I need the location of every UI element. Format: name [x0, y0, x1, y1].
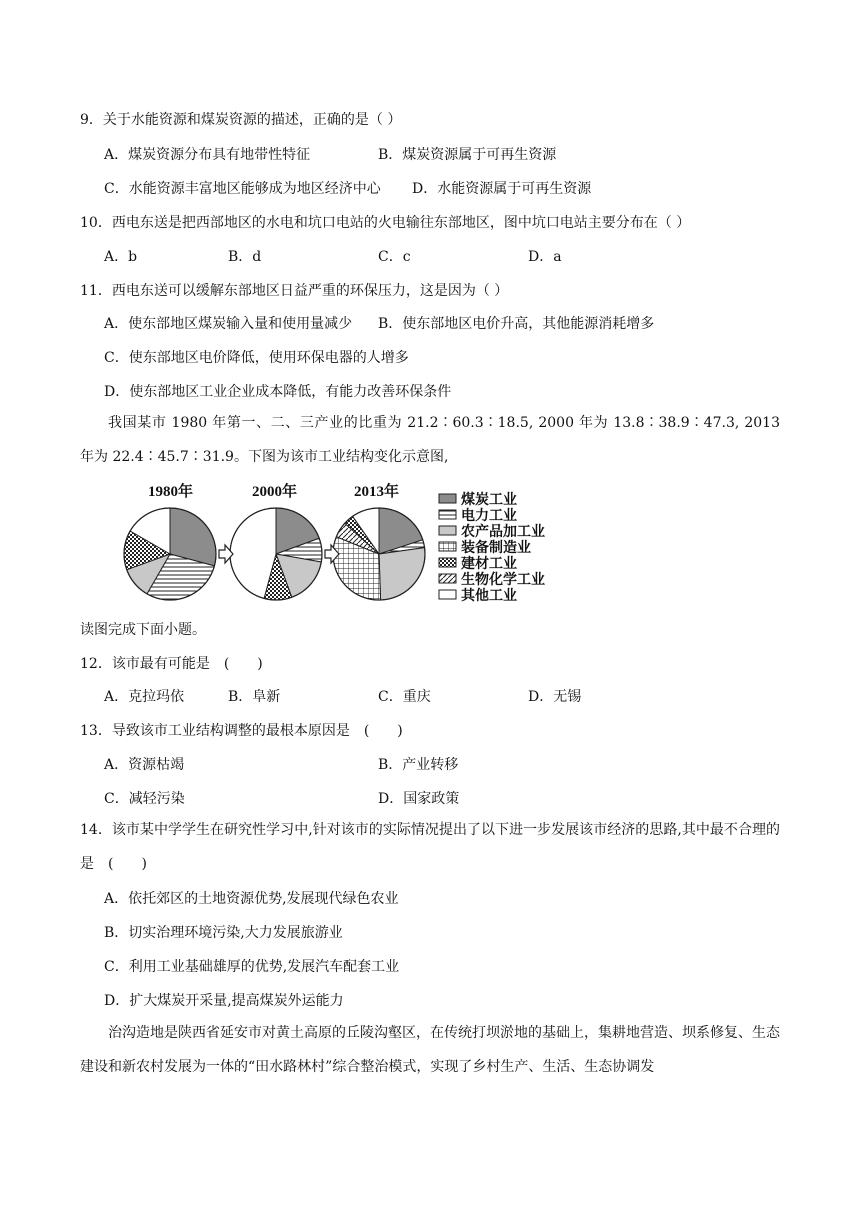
q13-option-c: C．减轻污染: [104, 791, 185, 807]
question-9-stem: 9．关于水能资源和煤炭资源的描述，正确的是（ ）: [80, 112, 402, 128]
q13-option-d: D．国家政策: [378, 791, 460, 807]
pie-2013-slice-agri: [379, 548, 425, 600]
legend-swatch-building: [439, 558, 456, 567]
q14-option-d: D．扩大煤炭开采量,提高煤炭外运能力: [104, 993, 344, 1009]
legend: [439, 491, 545, 604]
industry-structure-figure: [118, 478, 560, 606]
legend-swatch-biochem: [439, 574, 456, 583]
q9-option-c: C．水能资源丰富地区能够成为地区经济中心: [104, 181, 381, 197]
q12-option-a: A．克拉玛依: [104, 689, 185, 705]
q14-option-c: C．利用工业基础雄厚的优势,发展汽车配套工业: [104, 959, 400, 975]
legend-label-other: 其他工业: [461, 588, 517, 604]
q12-option-c: C．重庆: [378, 689, 431, 705]
legend-label-power: 电力工业: [461, 508, 517, 524]
question-14-stem: 14．该市某中学学生在研究性学习中,针对该市的实际情况提出了以下进一步发展该市经济的思路,其中最不合理的是 ( ): [80, 822, 780, 872]
year-label-2000: 2000年: [252, 484, 298, 500]
pie-chart-1980: [124, 508, 216, 600]
intro-paragraph: 我国某市 1980 年第一、二、三产业的比重为 21.2∶60.3∶18.5, 2000 年为 13.8∶38.9∶47.3, 2013 年为 22.4∶45.7∶31.9。下图为该市工业结构变化示意图,: [80, 415, 780, 465]
question-11-stem: 11．西电东送可以缓解东部地区日益严重的环保压力，这是因为（ ）: [80, 283, 509, 299]
q10-option-d: D．a: [528, 249, 562, 265]
q14-option-b: B．切实治理环境污染,大力发展旅游业: [104, 925, 343, 941]
q12-option-d: D．无锡: [528, 689, 582, 705]
question-10-stem: 10．西电东送是把西部地区的水电和坑口电站的火电输往东部地区，图中坑口电站主要分布在（ ）: [80, 215, 691, 231]
q14-option-a: A．依托郊区的土地资源优势,发展现代绿色农业: [104, 891, 399, 907]
legend-label-biochem: 生物化学工业: [461, 572, 545, 588]
question-12-stem: 12．该市最有可能是 ( ): [80, 656, 263, 672]
q9-option-a: A．煤炭资源分布具有地带性特征: [104, 147, 311, 163]
q9-option-b: B．煤炭资源属于可再生资源: [378, 147, 557, 163]
legend-swatch-coal: [439, 494, 456, 503]
q13-option-a: A．资源枯竭: [104, 757, 185, 773]
year-label-1980: 1980年: [148, 484, 194, 500]
q10-option-c: C．c: [378, 249, 411, 265]
legend-label-equipment: 装备制造业: [461, 540, 531, 556]
q13-option-b: B．产业转移: [378, 757, 459, 773]
legend-swatch-equipment: [439, 542, 456, 551]
q9-option-d: D．水能资源属于可再生资源: [412, 181, 592, 197]
pie-chart-2000: [230, 508, 322, 600]
legend-swatch-agri: [439, 526, 456, 535]
q11-option-d: D．使东部地区工业企业成本降低，有能力改善环保条件: [104, 384, 452, 400]
q11-option-a: A．使东部地区煤炭输入量和使用量减少: [104, 316, 353, 332]
q12-option-b: B．阜新: [228, 689, 281, 705]
legend-swatch-other: [439, 590, 456, 599]
closing-paragraph: 治沟造地是陕西省延安市对黄土高原的丘陵沟壑区，在传统打坝淤地的基础上，集耕地营造、坝系修复、生态建设和新农村发展为一体的“田水路林村”综合整治模式，实现了乡村生产、生活、生态协调发: [80, 1025, 780, 1075]
question-13-stem: 13．导致该市工业结构调整的最根本原因是 ( ): [80, 723, 403, 739]
pie-chart-2013: [333, 508, 425, 600]
q11-option-c: C．使东部地区电价降低，使用环保电器的人增多: [104, 350, 409, 366]
q10-option-a: A．b: [104, 249, 138, 265]
q10-option-b: B．d: [228, 249, 262, 265]
legend-label-coal: 煤炭工业: [461, 492, 517, 508]
read-prompt: 读图完成下面小题。: [80, 622, 206, 638]
legend-label-agri: 农产品加工业: [461, 524, 545, 540]
legend-label-building: 建材工业: [461, 556, 517, 572]
year-label-2013: 2013年: [354, 484, 400, 500]
q11-option-b: B．使东部地区电价升高，其他能源消耗增多: [378, 316, 655, 332]
legend-swatch-power: [439, 510, 456, 519]
